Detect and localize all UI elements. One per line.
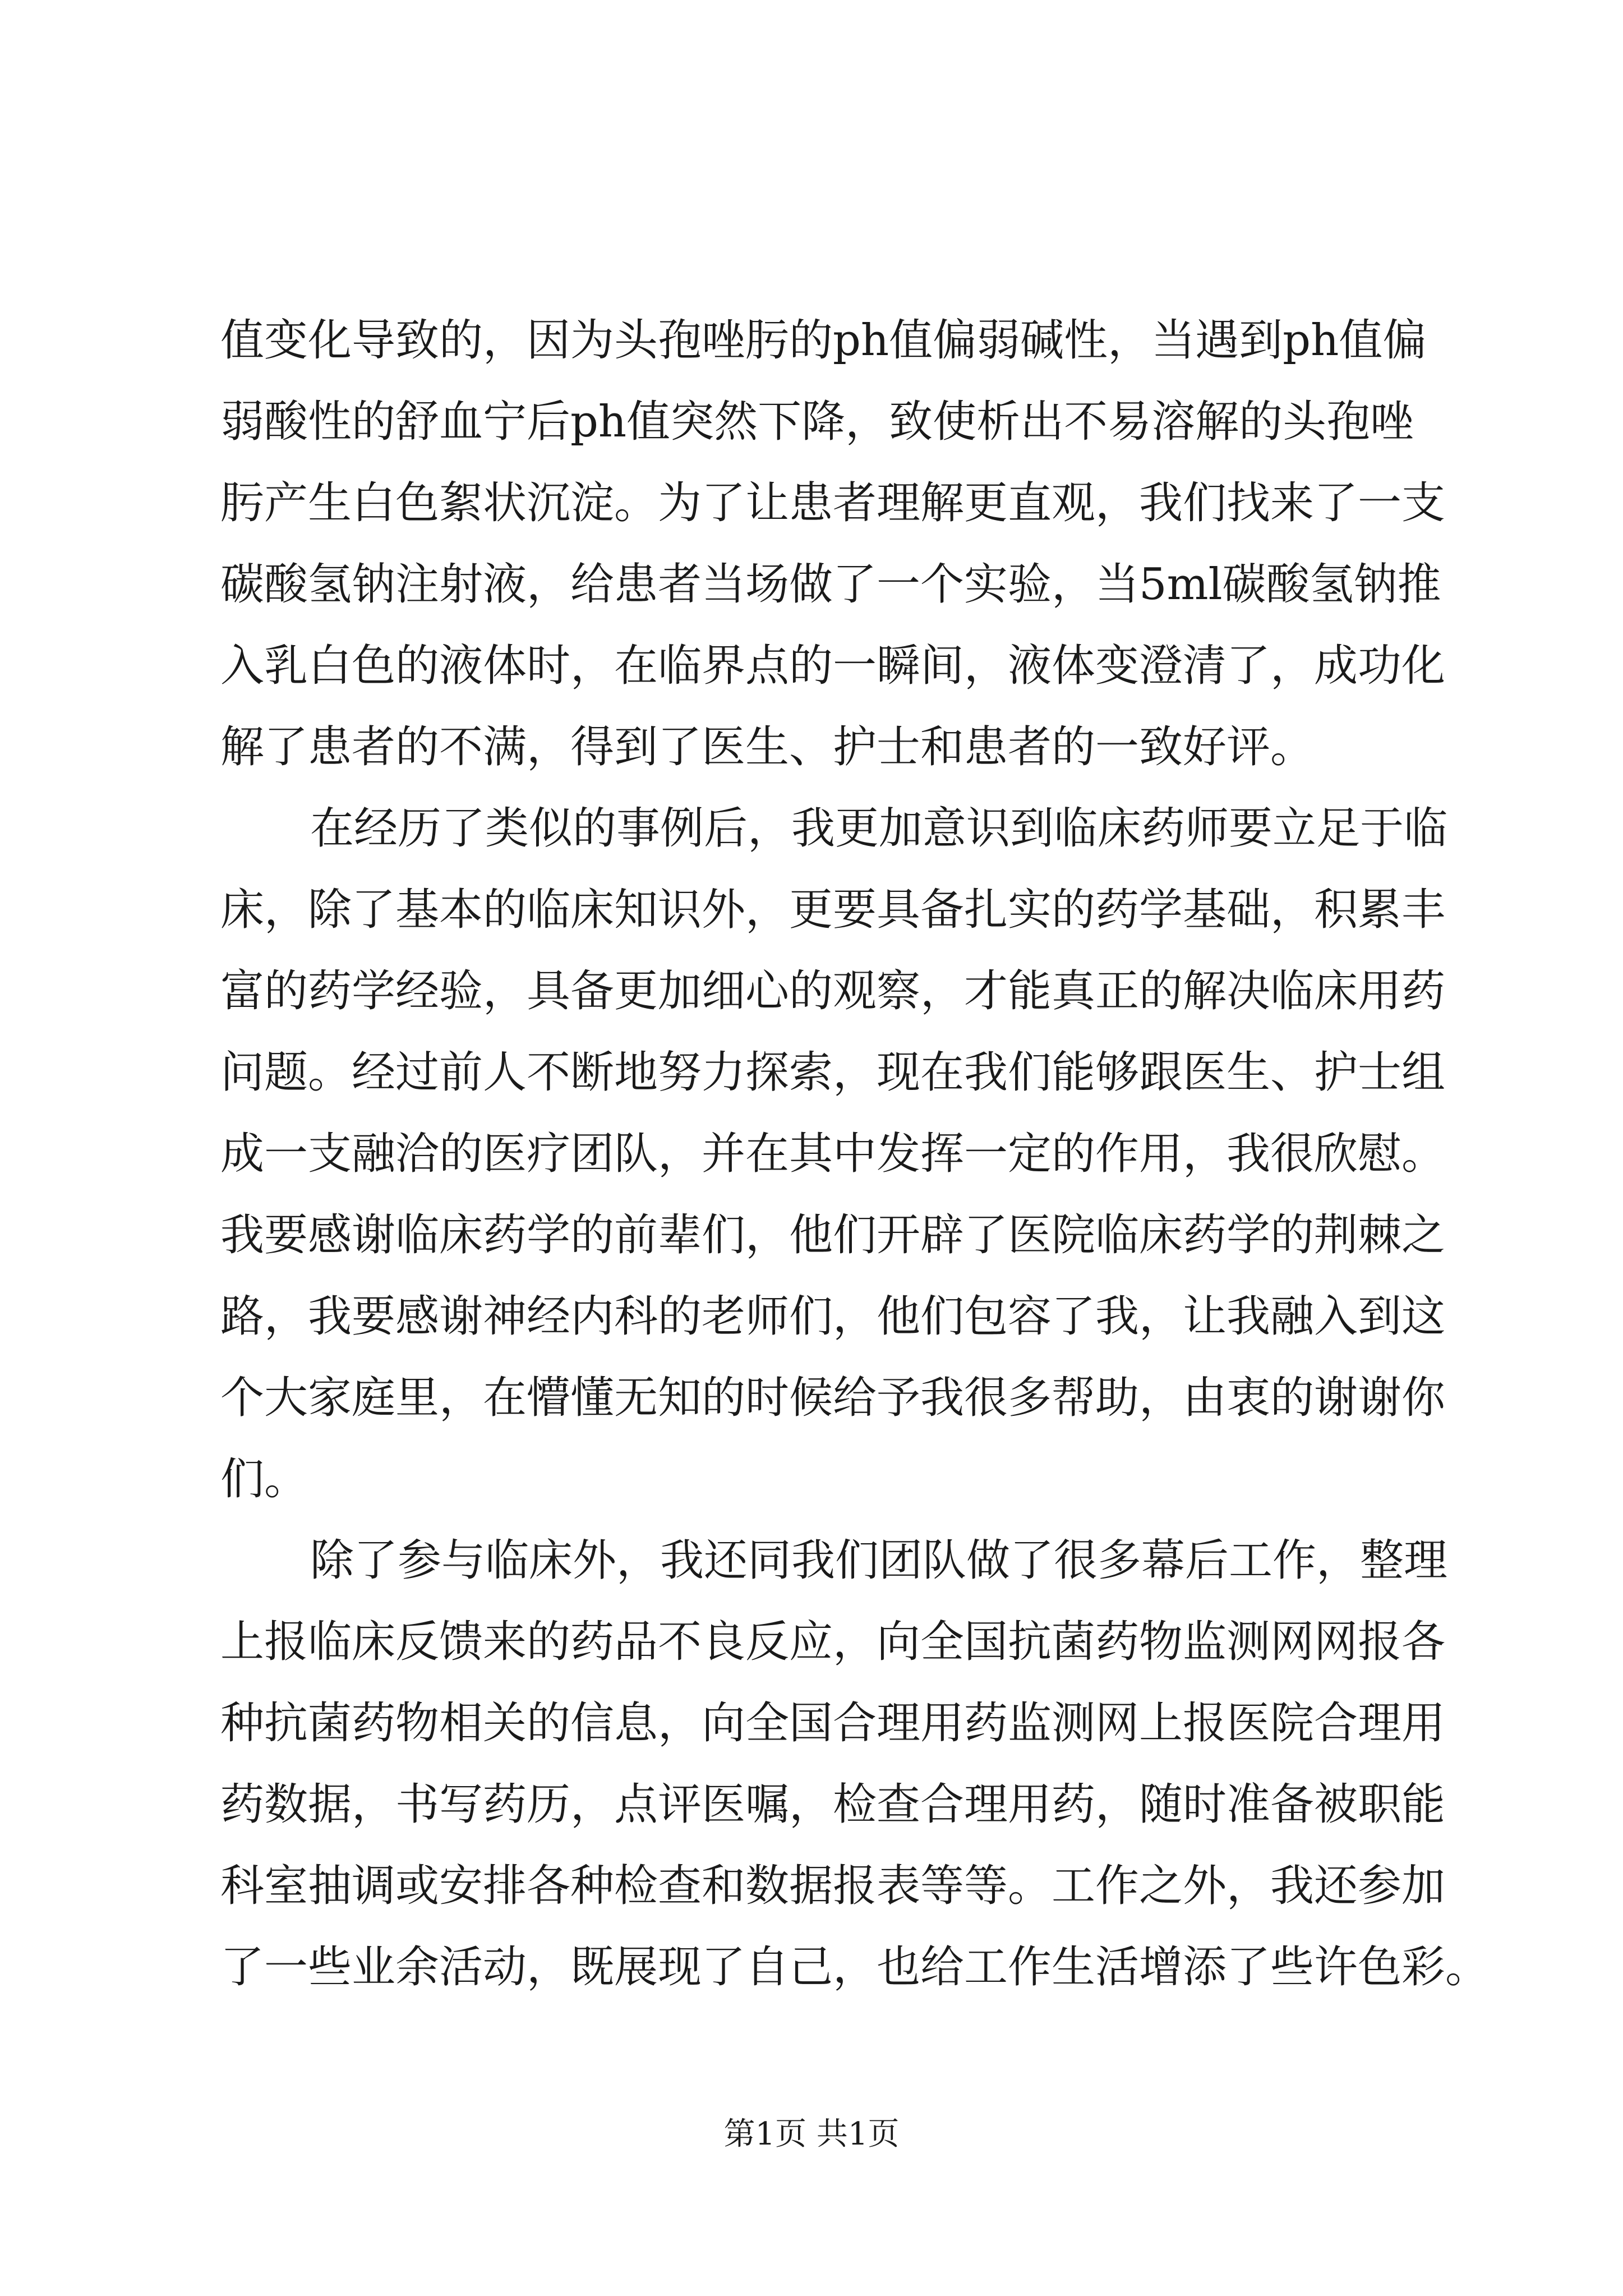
paragraph-3-line-1: 除了参与临床外，我还同我们团队做了很多幕后工作，整理 <box>310 1535 1448 1586</box>
paragraph-2-line-3: 富的药学经验，具备更加细心的观察，才能真正的解决临床用药 <box>220 966 1446 1016</box>
paragraph-3-line-2: 上报临床反馈来的药品不良反应，向全国抗菌药物监测网网报各 <box>220 1617 1446 1667</box>
paragraph-1-line-1: 值变化导致的，因为头孢唑肟的ph值偏弱碱性，当遇到ph值偏 <box>220 315 1427 366</box>
page-footer: 第1页 共1页 <box>723 2116 900 2152</box>
paragraph-1-line-2: 弱酸性的舒血宁后ph值突然下降，致使析出不易溶解的头孢唑 <box>220 397 1414 447</box>
body-text <box>220 300 1490 2008</box>
paragraph-2-line-4: 问题。经过前人不断地努力探索，现在我们能够跟医生、护士组 <box>220 1047 1446 1098</box>
paragraph-3-line-3: 种抗菌药物相关的信息，向全国合理用药监测网上报医院合理用 <box>220 1698 1446 1749</box>
paragraph-2-line-8: 个大家庭里，在懵懂无知的时候给予我很多帮助，由衷的谢谢你 <box>220 1373 1446 1423</box>
paragraph-3-line-5: 科室抽调或安排各种检查和数据报表等等。工作之外，我还参加 <box>220 1861 1446 1911</box>
paragraph-3-line-6: 了一些业余活动，既展现了自己，也给工作生活增添了些许色彩。 <box>220 1942 1490 1993</box>
paragraph-1-line-5: 入乳白色的液体时，在临界点的一瞬间，液体变澄清了，成功化 <box>220 641 1446 691</box>
paragraph-1-line-6: 解了患者的不满，得到了医生、护士和患者的一致好评。 <box>220 722 1315 772</box>
paragraph-2-line-6: 我要感谢临床药学的前辈们，他们开辟了医院临床药学的荆棘之 <box>220 1210 1446 1260</box>
paragraph-1-line-4: 碳酸氢钠注射液，给患者当场做了一个实验，当5ml碳酸氢钠推 <box>220 559 1441 610</box>
paragraph-1-line-3: 肟产生白色絮状沉淀。为了让患者理解更直观，我们找来了一支 <box>220 478 1446 528</box>
paragraph-3-line-4: 药数据，书写药历，点评医嘱，检查合理用药，随时准备被职能 <box>220 1779 1446 1830</box>
paragraph-2-line-9: 们。 <box>220 1454 308 1504</box>
paragraph-2-line-7: 路，我要感谢神经内科的老师们，他们包容了我，让我融入到这 <box>220 1291 1446 1342</box>
paragraph-2-line-2: 床，除了基本的临床知识外，更要具备扎实的药学基础，积累丰 <box>220 885 1446 935</box>
paragraph-2-line-5: 成一支融洽的医疗团队，并在其中发挥一定的作用，我很欣慰。 <box>220 1129 1446 1179</box>
paragraph-2-line-1: 在经历了类似的事例后，我更加意识到临床药师要立足于临 <box>310 803 1448 854</box>
